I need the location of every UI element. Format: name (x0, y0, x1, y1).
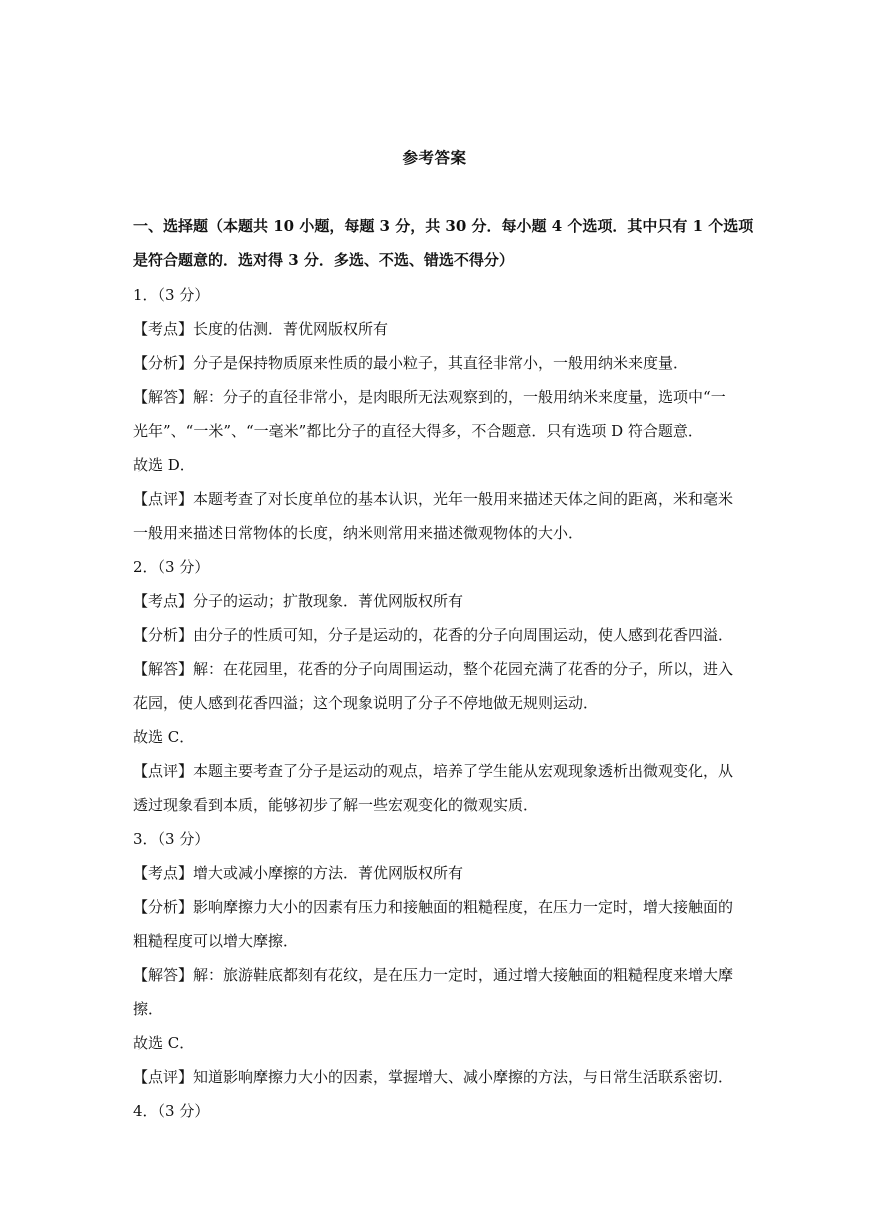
question-1-number: 1．（3 分） (133, 286, 210, 304)
section-heading-line-1: 一、选择题（本题共 10 小题，每题 3 分，共 30 分．每小题 4 个选项．其中只有 1 个选项 (133, 217, 754, 235)
question-2-jieda (133, 659, 733, 679)
question-1-kaodian (133, 319, 388, 339)
question-1-fenxi (133, 353, 688, 373)
dianping-label: 【点评】 (133, 1068, 194, 1086)
jieda-label: 【解答】 (133, 388, 194, 406)
jieda-text: 解：分子的直径非常小，是肉眼所无法观察到的，一般用纳米来度量，选项中“一 (193, 388, 726, 406)
jieda-label: 【解答】 (133, 660, 194, 678)
question-3-dianping (133, 1067, 733, 1087)
question-1-jieda (133, 387, 726, 407)
page-title: 参考答案 (402, 148, 467, 167)
fenxi-text: 影响摩擦力大小的因素有压力和接触面的粗糙程度，在压力一定时，增大接触面的 (193, 898, 734, 916)
question-2-dianping (133, 761, 733, 781)
question-1-dianping (133, 489, 733, 509)
kaodian-text: 分子的运动；扩散现象．菁优网版权所有 (193, 592, 464, 610)
question-3-jieda (133, 965, 733, 985)
question-2-jieda-line-2: 花园，使人感到花香四溢；这个现象说明了分子不停地做无规则运动． (133, 694, 599, 712)
question-2-answer: 故选 C． (133, 728, 195, 746)
kaodian-label: 【考点】 (133, 864, 194, 882)
fenxi-text: 分子是保持物质原来性质的最小粒子，其直径非常小，一般用纳米来度量． (193, 354, 689, 372)
question-1-jieda-line-2: 光年”、“一米”、“一毫米”都比分子的直径大得多，不合题意．只有选项 D 符合题意． (133, 422, 703, 440)
question-3-fenxi-line-2: 粗糙程度可以增大摩擦． (133, 932, 299, 950)
question-2-dianping-line-2: 透过现象看到本质，能够初步了解一些宏观变化的微观实质． (133, 796, 539, 814)
question-1-dianping-line-2: 一般用来描述日常物体的长度，纳米则常用来描述微观物体的大小． (133, 524, 584, 542)
question-2-kaodian (133, 591, 463, 611)
fenxi-label: 【分析】 (133, 898, 194, 916)
jieda-text: 解：旅游鞋底都刻有花纹，是在压力一定时，通过增大接触面的粗糙程度来增大摩 (193, 966, 734, 984)
fenxi-text: 由分子的性质可知，分子是运动的，花香的分子向周围运动，使人感到花香四溢． (193, 626, 734, 644)
question-3-answer: 故选 C． (133, 1034, 195, 1052)
question-3-number: 3．（3 分） (133, 830, 210, 848)
question-3-kaodian (133, 863, 463, 883)
jieda-label: 【解答】 (133, 966, 194, 984)
fenxi-label: 【分析】 (133, 354, 194, 372)
dianping-text: 本题主要考查了分子是运动的观点，培养了学生能从宏观现象透析出微观变化，从 (193, 762, 734, 780)
kaodian-text: 长度的估测．菁优网版权所有 (193, 320, 389, 338)
section-heading-line-2: 是符合题意的．选对得 3 分．多选、不选、错选不得分） (133, 251, 514, 269)
dianping-label: 【点评】 (133, 762, 194, 780)
question-3-fenxi (133, 897, 733, 917)
dianping-label: 【点评】 (133, 490, 194, 508)
dianping-text: 知道影响摩擦力大小的因素，掌握增大、减小摩擦的方法，与日常生活联系密切． (193, 1068, 734, 1086)
question-3-jieda-line-2: 擦． (133, 1000, 164, 1018)
kaodian-text: 增大或减小摩擦的方法．菁优网版权所有 (193, 864, 464, 882)
jieda-text: 解：在花园里，花香的分子向周围运动，整个花园充满了花香的分子，所以，进入 (193, 660, 734, 678)
kaodian-label: 【考点】 (133, 592, 194, 610)
question-2-fenxi (133, 625, 733, 645)
dianping-text: 本题考查了对长度单位的基本认识，光年一般用来描述天体之间的距离，米和毫米 (193, 490, 734, 508)
fenxi-label: 【分析】 (133, 626, 194, 644)
question-1-answer: 故选 D． (133, 456, 195, 474)
kaodian-label: 【考点】 (133, 320, 194, 338)
question-2-number: 2．（3 分） (133, 558, 210, 576)
question-4-number: 4．（3 分） (133, 1102, 210, 1120)
